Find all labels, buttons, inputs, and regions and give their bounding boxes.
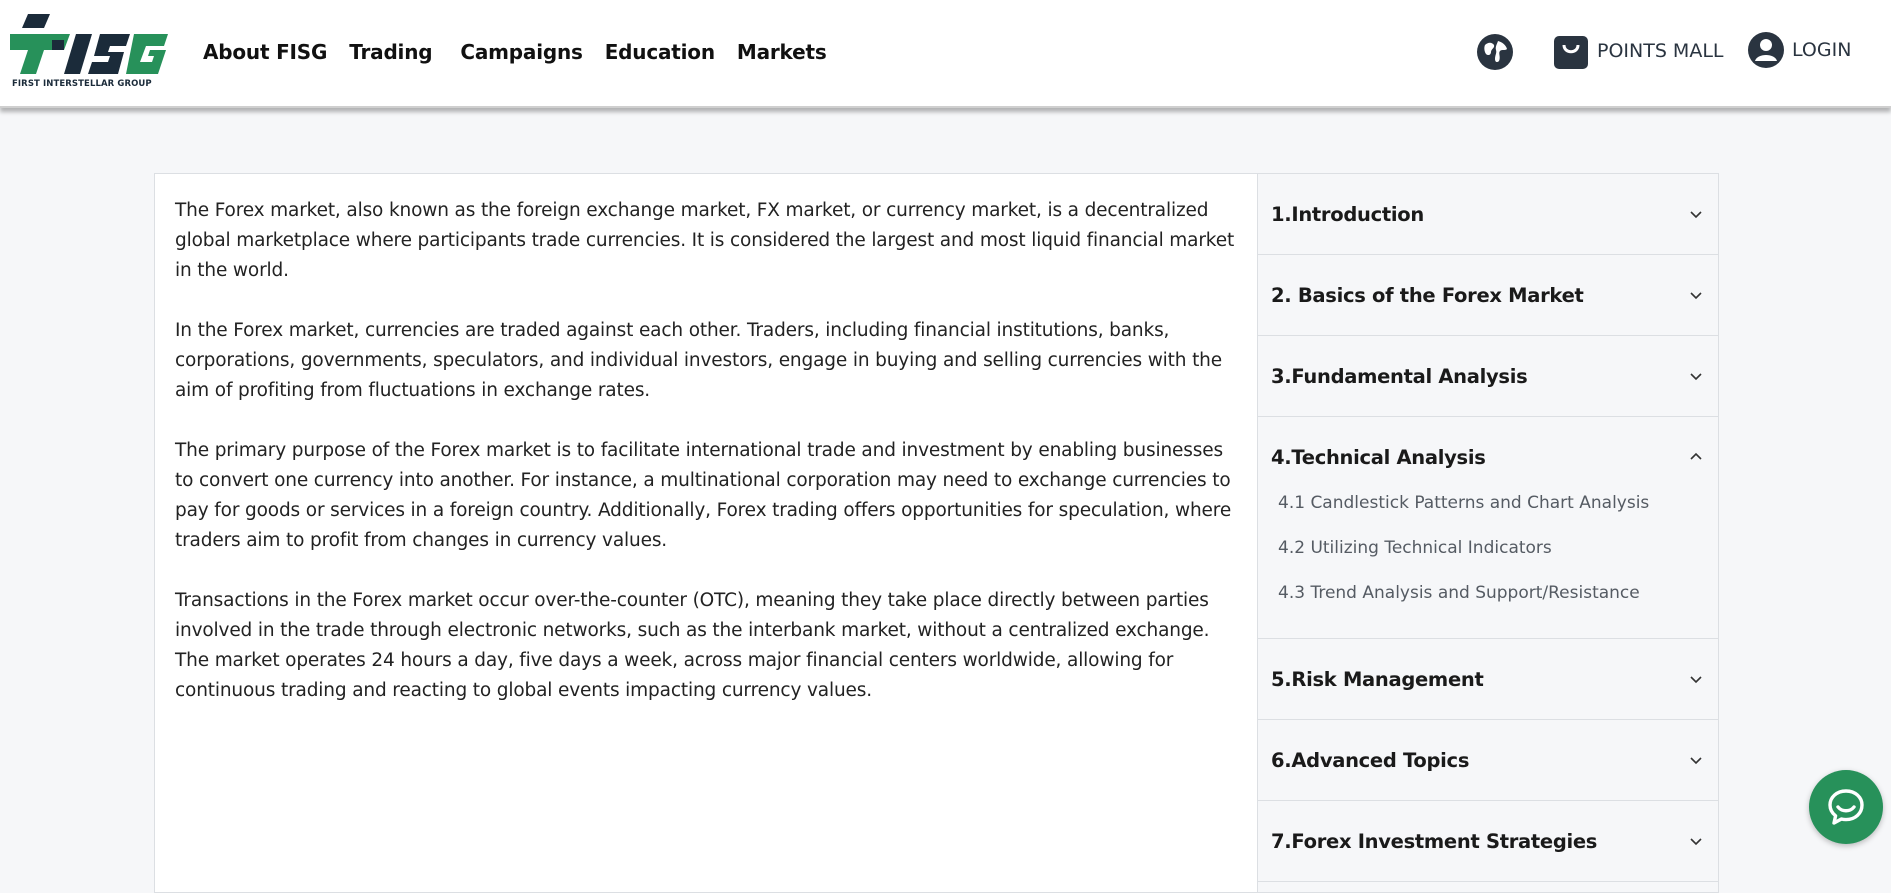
toc-section-title: 3.Fundamental Analysis — [1271, 364, 1528, 388]
toc-subitem[interactable]: 4.2 Utilizing Technical Indicators — [1278, 538, 1552, 558]
toc-section-strategies — [1258, 801, 1718, 882]
toc-sublist — [1258, 489, 1718, 638]
nav-about[interactable]: About FISG — [203, 40, 328, 64]
site-header — [0, 0, 1891, 108]
toc-section-title: 2. Basics of the Forex Market — [1271, 283, 1584, 307]
logo-subtitle: FIRST INTERSTELLAR GROUP — [12, 79, 152, 89]
article-paragraph: The primary purpose of the Forex market is to facilitate international trade and investment by enabling businesses to convert one currency into another. For instance, a multinational corporation may need to exchange currencies to pay for goods or services in a foreign country. Additionally, Forex trading offers opportunities for speculation, where traders aim to profit from changes in currency values. — [175, 440, 1232, 551]
nav-trading[interactable]: Trading — [349, 40, 433, 64]
login-link[interactable] — [1748, 32, 1851, 68]
toc-section-header[interactable] — [1258, 801, 1718, 881]
toc-section-header[interactable] — [1258, 336, 1718, 416]
toc-section-title: 6.Advanced Topics — [1271, 748, 1470, 772]
main-nav — [203, 40, 849, 64]
toc-section-header[interactable] — [1258, 255, 1718, 335]
toc-section-title: 7.Forex Investment Strategies — [1271, 829, 1598, 853]
toc-section-technical — [1258, 417, 1718, 639]
table-of-contents — [1257, 173, 1719, 893]
nav-campaigns[interactable]: Campaigns — [460, 40, 583, 64]
toc-section-title: 1.Introduction — [1271, 202, 1424, 226]
nav-markets[interactable]: Markets — [736, 40, 827, 64]
chat-bubble-icon — [1826, 787, 1866, 827]
toc-section-basics — [1258, 255, 1718, 336]
toc-subitem[interactable]: 4.3 Trend Analysis and Support/Resistance — [1278, 583, 1640, 603]
points-mall-label: POINTS MALL — [1597, 40, 1724, 62]
toc-section-header[interactable] — [1258, 417, 1718, 497]
toc-section-title: 5.Risk Management — [1271, 667, 1484, 691]
shopping-bag-icon — [1553, 32, 1589, 70]
user-icon — [1748, 32, 1784, 68]
toc-section-title: 4.Technical Analysis — [1271, 445, 1486, 469]
article-paragraph: In the Forex market, currencies are traded against each other. Traders, including financial institutions, banks, corporations, governments, speculators, and individual investors, engage in buying and selling currencies with the aim of profiting from fluctuations in exchange rates. — [175, 320, 1222, 401]
toc-section-fundamental — [1258, 336, 1718, 417]
chevron-down-icon — [1688, 671, 1704, 687]
login-label: LOGIN — [1792, 39, 1852, 61]
toc-subitem[interactable]: 4.1 Candlestick Patterns and Chart Analysis — [1278, 493, 1650, 513]
nav-education[interactable]: Education — [604, 40, 715, 64]
toc-section-header[interactable] — [1258, 639, 1718, 719]
toc-section-introduction — [1258, 174, 1718, 255]
chat-button[interactable] — [1809, 770, 1883, 844]
toc-section-header[interactable] — [1258, 720, 1718, 800]
toc-section-risk — [1258, 639, 1718, 720]
chevron-up-icon — [1688, 449, 1704, 465]
chevron-down-icon — [1688, 833, 1704, 849]
globe-icon[interactable] — [1476, 33, 1514, 71]
toc-section-advanced — [1258, 720, 1718, 801]
chevron-down-icon — [1688, 206, 1704, 222]
chevron-down-icon — [1688, 368, 1704, 384]
article-content — [154, 173, 1258, 893]
points-mall-link[interactable] — [1553, 32, 1724, 70]
article-paragraph: The Forex market, also known as the foreign exchange market, FX market, or currency market, is a decentralized global marketplace where participants trade currencies. It is considered the largest and most liquid financial market in the world. — [175, 200, 1235, 281]
chevron-down-icon — [1688, 287, 1704, 303]
chevron-down-icon — [1688, 752, 1704, 768]
toc-section-header[interactable] — [1258, 174, 1718, 254]
article-paragraph: Transactions in the Forex market occur over-the-counter (OTC), meaning they take place directly between parties involved in the trade through electronic networks, such as the interbank market, without a centralized exchange. The market operates 24 hours a day, five days a week, across major financial centers worldwide, allowing for continuous trading and reacting to global events impacting currency values. — [175, 590, 1210, 701]
